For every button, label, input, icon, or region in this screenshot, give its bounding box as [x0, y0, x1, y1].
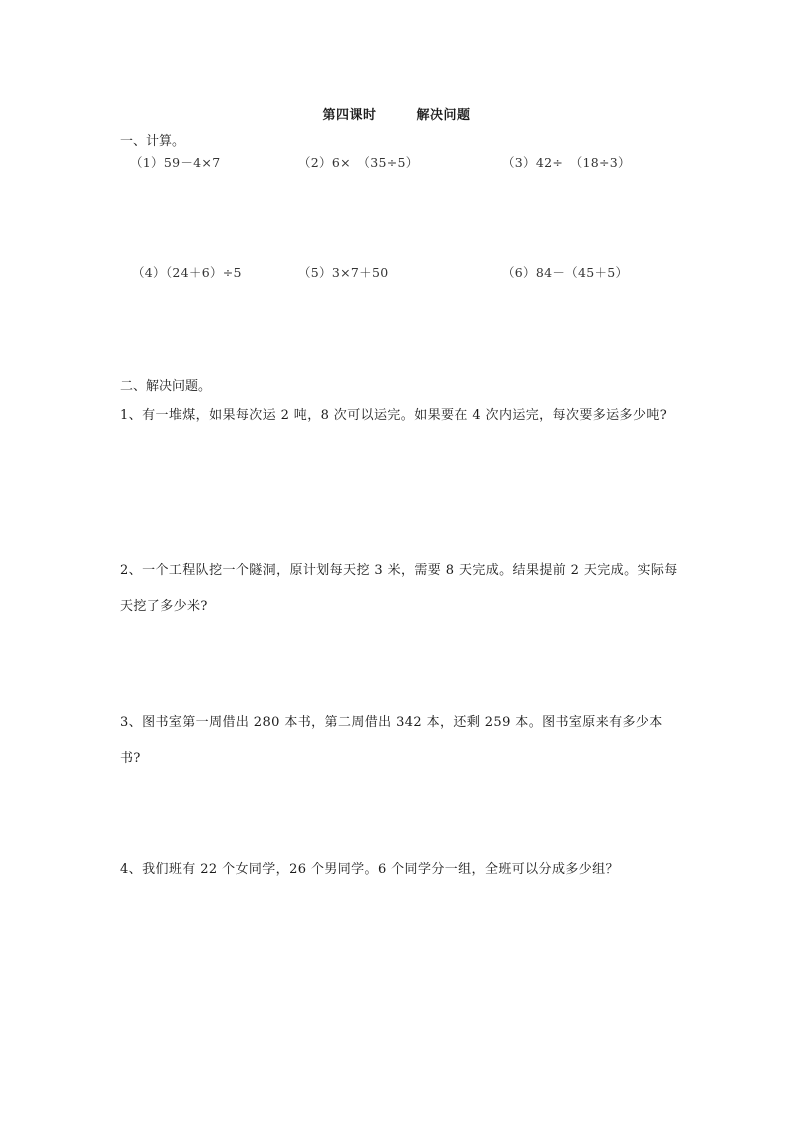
calc-expr: 84－（45＋5）: [535, 265, 629, 280]
word-problem-4: 4、我们班有 22 个女同学，26 个男同学。6 个同学分一组，全班可以分成多少组？: [120, 862, 619, 877]
title-lesson: 第四课时: [322, 108, 377, 123]
page-title: [0, 104, 793, 123]
calc-label: （1）: [130, 155, 164, 170]
calc-problem-1: [130, 153, 220, 171]
calc-problem-3: [502, 153, 631, 171]
calc-label: （5）: [298, 265, 332, 280]
section-problem-solving-heading: 二、解决问题。: [120, 379, 212, 394]
calc-expr: 42÷ （18÷3）: [535, 155, 631, 170]
calc-label: （2）: [298, 155, 332, 170]
word-problem-2: 2、一个工程队挖一个隧洞，原计划每天挖 3 米，需要 8 天完成。结果提前 2 天完成。实际每天挖了多少米?: [120, 563, 678, 614]
calc-problem-4: [132, 263, 242, 281]
calc-expr: 3×7＋50: [331, 265, 389, 280]
word-problem-3: 3、图书室第一周借出 280 本书，第二周借出 342 本，还剩 259 本。图书室原来有多少本书?: [120, 715, 663, 766]
calc-problem-5: [298, 263, 388, 281]
calc-problem-2: [298, 153, 419, 171]
calc-label: （6）: [502, 265, 536, 280]
title-topic: 解决问题: [416, 108, 471, 123]
calc-label: （3）: [502, 155, 536, 170]
calc-expr: （24＋6）÷5: [165, 265, 242, 280]
calc-label: （4）: [132, 265, 166, 280]
calc-problem-6: [502, 263, 628, 281]
word-problem-1: 1、有一堆煤，如果每次运 2 吨，8 次可以运完。如果要在 4 次内运完，每次要多运多少吨?: [120, 408, 668, 423]
section-calculation-heading: 一、计算。: [120, 134, 186, 149]
calc-expr: 59－4×7: [163, 155, 221, 170]
calc-expr: 6× （35÷5）: [331, 155, 419, 170]
